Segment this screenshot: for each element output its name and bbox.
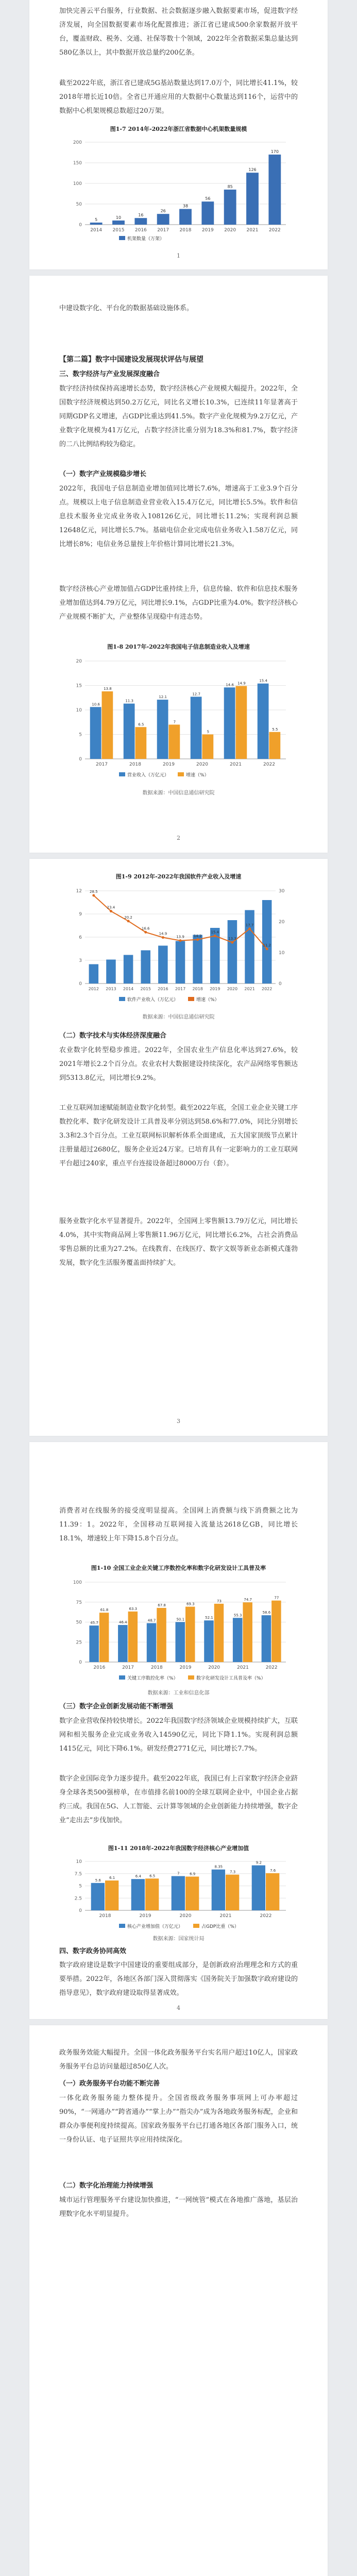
y-tick-label: 200 [73, 140, 82, 145]
paragraph: 数字经济核心产业增加值占GDP比重持续上升，信息传输、软件和信息技术服务业增加值达到4.79万亿元，同比增长9.1%，占GDP比重为4.0%。数字经济核心产业规模不断扩大，产业整体呈现稳中有进态势。 [59, 585, 298, 621]
data-label: 73 [217, 1599, 222, 1603]
x-tick-label: 2017 [96, 762, 108, 767]
paragraph: 一体化政务服务能力整体提升。全国省级政务服务事项网上可办率超过90%，“一网通办”“跨省通办”“掌上办”“指尖办”成为各地政务服务标配，企业和群众办事便利度持续提高。国家政务服务平台已打通各地区各部门服务入口，统一身份认证、电子证照共享应用持续深化。 [59, 2094, 298, 2144]
y-tick-label: 50 [76, 202, 82, 207]
subsection-heading: （一）政务服务平台功能不断完善 [59, 2080, 160, 2088]
bar [228, 920, 237, 984]
bar [99, 1613, 109, 1662]
bar [105, 1880, 118, 1910]
y-tick-label: 0 [79, 757, 82, 762]
bar [268, 155, 281, 225]
x-tick-label: 2018 [150, 1665, 163, 1670]
legend-swatch [119, 236, 125, 240]
x-tick-label: 2019 [139, 1913, 151, 1919]
y-tick-label: 9 [79, 912, 82, 917]
data-label: 67.8 [158, 1603, 166, 1607]
x-tick-label: 2018 [129, 762, 141, 767]
data-label: 5.5 [272, 727, 278, 732]
y-tick-label: 3 [79, 958, 82, 963]
chart-cnc-rate [62, 1575, 295, 1685]
legend-label: 机架数量（万架） [127, 236, 165, 242]
y-tick-label: 0 [79, 223, 82, 228]
section-heading: 【第二篇】数字中国建设发展现状评估与展望 [59, 355, 203, 364]
data-label: 170 [270, 149, 279, 154]
line-point [196, 938, 199, 941]
bar [204, 1620, 214, 1662]
data-label: 10 [115, 215, 122, 220]
paragraph: 服务业数字化水平显著提升。2022年，全国网上零售额13.79万亿元，同比增长4.0%，其中实物商品网上零售额11.96万亿元，同比增长6.2%，占社会消费品零售总额的比重为27.2%。在线教育、在线医疗、数字文娱等新业态新模式蓬勃发展，数字化生活服务覆盖面持续扩大。 [59, 1217, 298, 1267]
paragraph: 数字经济持续保持高速增长态势，数字经济核心产业规模大幅提升。2022年，全国数字经济规模达到50.2万亿元，同比名义增长10.3%，已连续11年显著高于同期GDP名义增速，占GDP比重达到41.5%。数字产业化规模为9.2万亿元，产业数字化规模为41万亿元，占数字经济比重分别为18.3%和81.7%，数字经济的二八比例结构较为稳定。 [59, 385, 298, 448]
y-tick-label: 20 [76, 659, 82, 664]
data-label: 6.5 [138, 722, 144, 727]
bar [233, 1618, 243, 1662]
page-number: 2 [177, 835, 180, 841]
data-label: 69.3 [186, 1602, 195, 1606]
data-label: 12.1 [159, 695, 167, 700]
bar [214, 1604, 224, 1662]
bar [157, 214, 169, 225]
x-tick-label: 2012 [88, 987, 99, 991]
legend-swatch [188, 1675, 194, 1680]
data-label: 63.3 [129, 1606, 138, 1611]
y-tick-label: 5 [79, 732, 82, 738]
paragraph: 数字政府建设是数字中国建设的重要组成部分，是创新政府治理理念和方式的重要举措。2022年，各地区各部门深入贯彻落实《国务院关于加强数字政府建设的指导意见》，数字政府建设取得显著成效。 [59, 1961, 298, 1997]
bar [193, 935, 202, 984]
line-point [179, 939, 182, 942]
data-label: 20.2 [124, 915, 132, 920]
x-tick-label: 2021 [219, 1913, 232, 1919]
x-tick-label: 2017 [157, 228, 169, 233]
bar [102, 691, 113, 759]
subsection-heading: （一）数字产业规模稳步增长 [59, 470, 147, 478]
legend-label: 营业收入（万亿元） [127, 773, 169, 778]
data-label: 13.9 [176, 935, 184, 939]
legend-label: 数字化研发设计工具普及率（%） [196, 1676, 266, 1681]
data-label: 126 [248, 167, 257, 173]
y-tick-label: 12 [76, 889, 82, 894]
data-label: 15.4 [259, 679, 267, 683]
page-number: 1 [177, 252, 180, 259]
page-number: 3 [177, 1418, 180, 1425]
x-tick-label: 2016 [93, 1665, 106, 1670]
bar [91, 1883, 105, 1910]
bar [269, 732, 281, 759]
legend-swatch [119, 772, 125, 776]
bar [236, 686, 247, 759]
data-label: 8.35 [214, 1865, 223, 1869]
paragraph: 城市运行管理服务平台建设加快推进，“一网统管”模式在各地推广落地，基层治理数字化水平明显提升。 [59, 2196, 298, 2218]
y2-tick-label: 0 [279, 981, 282, 987]
bar [89, 964, 99, 984]
chart-source: 数据来源：工业和信息化部 [147, 1690, 210, 1696]
data-label: 14.9 [237, 681, 246, 686]
x-tick-label: 2019 [179, 1665, 192, 1670]
data-label: 50.1 [176, 1617, 185, 1622]
bar [252, 1866, 265, 1910]
bar [226, 1875, 239, 1910]
bar [262, 900, 272, 984]
y-tick-label: 10 [76, 708, 82, 713]
y-tick-label: 0 [79, 1660, 82, 1665]
y2-tick-label: 10 [279, 951, 285, 956]
chart-source: 数据来源：国家统计局 [152, 1936, 205, 1942]
paragraph: 农业数字化转型稳步推进。2022年，全国农业生产信息化率达到27.6%，较2021年增长2.2个百分点。农业农村大数据建设持续深化，农产品网络零售额达到5313.8亿元，同比增长9.2%。 [59, 1046, 298, 1082]
data-label: 16.6 [141, 926, 150, 931]
data-label: 11.2 [263, 943, 271, 947]
x-tick-label: 2022 [265, 1665, 278, 1670]
x-tick-label: 2018 [99, 1913, 111, 1919]
y-tick-label: 25 [76, 1640, 82, 1646]
y-tick-label: 50 [76, 1620, 82, 1625]
data-label: 16 [138, 213, 144, 218]
legend-swatch [119, 1675, 125, 1680]
bar [89, 1625, 99, 1662]
data-label: 28.5 [90, 890, 98, 894]
bar [212, 1870, 225, 1910]
chart-title: 图1-7 2014年-2022年浙江省数据中心机架数量规模 [110, 126, 247, 132]
data-label: 74.7 [244, 1598, 252, 1602]
data-label: 56 [205, 196, 211, 201]
page-3 [29, 859, 328, 1436]
paragraph: 消费者对在线服务的接受度明显提高。全国网上消费额与线下消费额之比为11.39：1。2022年，全国移动互联网接入流量达2618亿GB，同比增长18.1%，增速较上年下降15.8个百分点。 [59, 1507, 298, 1543]
data-label: 11.3 [125, 699, 133, 703]
line-point [92, 894, 95, 897]
data-label: 26 [160, 209, 166, 214]
paragraph: 加快完善云平台服务，行业数据、社会数据逐步融入数据要素市场，促进数字经济发展，向全国数据要素市场化配置推进；浙江省已建成500余家数据开放平台，覆盖财政、税务、交通、社保等数十个领域，2022年全省数据采集总量达到580亿条以上，其中数据开放总量约200亿条。 [59, 7, 298, 57]
data-label: 61.8 [100, 1608, 109, 1613]
legend-label: 占GDP比重（%） [201, 1924, 239, 1929]
legend-swatch [193, 1924, 199, 1928]
page-number: 4 [177, 2005, 180, 2011]
paragraph: 数字企业国际竞争力逐步提升。截至2022年底，我国已有上百家数字经济企业跻身全球各类500强榜单，在市值排名前100的全球互联网企业中，中国企业占据约三成。我国在5G、人工智能、云计算等领域的企业创新能力持续增强，数字企业“走出去”步伐加快。 [59, 1775, 298, 1824]
chart-core-industry [62, 1854, 295, 1931]
chart-software-revenue [62, 884, 295, 1007]
data-label: 5 [207, 730, 210, 734]
x-tick-label: 2016 [158, 987, 168, 991]
chart-title: 图1-8 2017年-2022年我国电子信息制造业收入及增速 [107, 643, 250, 650]
y2-tick-label: 30 [279, 889, 285, 894]
bar [128, 1612, 138, 1662]
page-4 [29, 1442, 328, 2019]
x-tick-label: 2019 [201, 228, 214, 233]
bar [157, 1608, 166, 1662]
x-tick-label: 2022 [260, 1913, 272, 1919]
legend-swatch [119, 1924, 125, 1928]
x-tick-label: 2017 [175, 987, 186, 991]
legend-swatch [188, 997, 194, 1001]
chart-title: 图1-11 2018年-2022年我国数字经济核心产业增加值 [108, 1845, 249, 1852]
data-label: 45.7 [90, 1621, 98, 1625]
data-label: 13.8 [104, 686, 112, 691]
page-1 [29, 0, 328, 269]
bar [185, 1607, 195, 1662]
y-tick-label: 6 [79, 935, 82, 940]
data-label: 7.3 [230, 1870, 236, 1874]
bar [176, 1622, 185, 1662]
y-tick-label: 100 [73, 181, 82, 187]
bar [169, 725, 180, 759]
paragraph: 工业互联网加速赋能制造业数字化转型。截至2022年底，全国工业企业关键工序数控化率、数字化研发设计工具普及率分别达到58.6%和77.0%，同比分别增长3.3和2.3个百分点。工业互联网标识解析体系全面建成，五大国家顶级节点累计注册量超过2680亿，服务企业近24万家。已培育具有一定影响力的工业互联网平台超过240家，重点平台连接设备超过8000万台（套）。 [59, 1104, 298, 1167]
bar [90, 223, 103, 225]
data-label: 17.7 [245, 923, 254, 927]
data-label: 7 [173, 720, 176, 724]
line-point [248, 927, 251, 930]
data-label: 6.1 [109, 1876, 115, 1880]
paragraph: 截至2022年底，浙江省已建成5G基站数量达到17.0万个，同比增长41.1%，较2018年增长近10倍。全省已开通应用的大数据中心数量达到116个，运营中的数据中心机架规模总数超过20万架。 [59, 79, 298, 115]
bar [145, 1878, 159, 1910]
bar [262, 1615, 271, 1662]
paragraph: 2022年，我国电子信息制造业增加值同比增长7.6%，增速高于工业3.9个百分点。规模以上电子信息制造业营业收入15.4万亿元，同比增长5.5%。软件和信息技术服务业完成业务收入108126亿元，同比增长11.2%；实现利润总额12648亿元，同比增长5.7%。基础电信企业完成电信业务收入1.58万亿元，同比增长8%；电信业务总量按上年价格计算同比增长21.3%。 [59, 485, 298, 548]
bar [185, 1876, 199, 1910]
y-tick-label: 0 [79, 1908, 82, 1913]
bar [135, 727, 147, 759]
x-tick-label: 2014 [123, 987, 134, 991]
data-label: 5.6 [95, 1878, 101, 1883]
legend-swatch [119, 997, 125, 1001]
legend-label: 增速（%） [186, 773, 209, 778]
chart-electronics-revenue [62, 654, 295, 783]
bar [271, 1601, 281, 1662]
bar [246, 173, 259, 225]
x-tick-label: 2020 [224, 228, 236, 233]
data-label: 6.4 [135, 1874, 141, 1879]
x-tick-label: 2022 [263, 762, 275, 767]
x-tick-label: 2018 [192, 987, 203, 991]
bar [191, 697, 202, 759]
chart-title: 图1-9 2012年-2022年我国软件产业收入及增速 [115, 873, 242, 880]
paragraph: 中建设数字化、平台化的数据基础设施体系。 [59, 304, 194, 312]
bar [258, 684, 269, 759]
bar [224, 190, 236, 225]
x-tick-label: 2020 [196, 762, 208, 767]
bar [179, 209, 192, 225]
bar [147, 1623, 157, 1662]
chart-title: 图1-10 全国工业企业关键工序数控化率和数字化研发设计工具普及率 [91, 1565, 266, 1571]
bar [176, 941, 185, 984]
data-label: 85 [227, 184, 233, 189]
x-tick-label: 2019 [210, 987, 220, 991]
line-point [214, 935, 216, 937]
line-point [162, 936, 164, 939]
bar [266, 1873, 279, 1910]
bar [90, 707, 101, 759]
x-tick-label: 2020 [179, 1913, 192, 1919]
subsection-heading: （三）数字企业创新发展动能不断增强 [59, 1703, 174, 1710]
bar [201, 201, 214, 225]
data-label: 48.7 [147, 1618, 156, 1623]
x-tick-label: 2014 [90, 228, 103, 233]
x-tick-label: 2020 [227, 987, 238, 991]
y-tick-label: 7.5 [74, 1871, 82, 1877]
paragraph: 数字企业营收保持较快增长。2022年我国数字经济领域企业规模持续扩大，互联网和相关服务企业完成业务收入14590亿元，同比下降1.1%。实现利润总额1415亿元，同比下降6.1%。研发经费2771亿元，同比增长7.7%。 [59, 1717, 298, 1753]
bar [141, 951, 150, 984]
y-tick-label: 100 [73, 1580, 82, 1585]
x-tick-label: 2019 [163, 762, 175, 767]
legend-label: 软件产业收入（万亿元） [127, 997, 179, 1003]
data-label: 23.4 [107, 905, 115, 910]
y-tick-label: 5 [79, 1884, 82, 1889]
data-label: 14.9 [159, 931, 167, 936]
y-tick-label: 2.5 [74, 1896, 82, 1902]
bar [124, 704, 135, 759]
y-tick-label: 15 [76, 683, 82, 689]
line-point [231, 941, 233, 944]
y2-tick-label: 20 [279, 920, 285, 925]
x-tick-label: 2015 [140, 987, 151, 991]
x-tick-label: 2013 [106, 987, 116, 991]
x-tick-label: 2020 [208, 1665, 220, 1670]
data-label: 15.4 [211, 930, 219, 935]
subsection-heading: （二）数字化治理能力持续增强 [59, 2182, 154, 2190]
subsection-heading: 四、数字政务协同高效 [59, 1947, 127, 1955]
chart-source: 数据来源：中国信息通信研究院 [142, 1014, 215, 1020]
bar [243, 1602, 252, 1662]
bar [157, 700, 168, 759]
x-tick-label: 2021 [246, 228, 259, 233]
bar [158, 946, 168, 984]
data-label: 9.2 [256, 1860, 262, 1865]
data-label: 13.3 [228, 937, 236, 941]
line-point [266, 947, 268, 950]
data-label: 6.5 [149, 1874, 156, 1878]
subsection-heading: （二）数字技术与实体经济深度融合 [59, 1032, 167, 1040]
x-tick-label: 2021 [244, 987, 255, 991]
legend-label: 关键工序数控化率（%） [127, 1676, 178, 1681]
x-tick-label: 2015 [112, 228, 125, 233]
page-2 [29, 276, 328, 853]
legend-label: 核心产业增加值（万亿元） [127, 1924, 183, 1929]
y-tick-label: 75 [76, 1600, 82, 1605]
bar [106, 960, 116, 984]
data-label: 52.1 [205, 1616, 213, 1620]
bar [124, 955, 133, 984]
data-label: 77 [274, 1596, 279, 1600]
legend-swatch [178, 772, 184, 776]
chart-data-center-racks [62, 135, 295, 243]
data-label: 7 [177, 1871, 180, 1876]
x-tick-label: 2022 [268, 228, 281, 233]
line-point [127, 920, 130, 922]
y-tick-label: 150 [73, 161, 82, 166]
data-label: 6.9 [190, 1872, 196, 1876]
data-label: 12.7 [192, 692, 200, 697]
data-label: 7.6 [270, 1868, 276, 1873]
subsection-heading: 三、数字经济与产业发展深度融合 [59, 370, 160, 378]
data-label: 14.6 [226, 683, 234, 687]
y-tick-label: 10 [76, 1859, 82, 1865]
bar [134, 218, 147, 225]
data-label: 10.6 [92, 702, 100, 707]
line-point [110, 910, 112, 912]
bar [224, 687, 235, 759]
x-tick-label: 2021 [236, 1665, 249, 1670]
x-tick-label: 2016 [134, 228, 147, 233]
x-tick-label: 2018 [179, 228, 192, 233]
data-label: 14.2 [193, 934, 202, 938]
data-label: 5 [95, 217, 98, 222]
bar [112, 221, 125, 225]
paragraph: 政务服务效能大幅提升。全国一体化政务服务平台实名用户超过10亿人，国家政务服务平台总访问量超过850亿人次。 [59, 2049, 298, 2071]
y-tick-label: 0 [79, 981, 82, 987]
data-label: 46.4 [119, 1620, 127, 1625]
bar [245, 910, 254, 984]
data-label: 38 [182, 204, 189, 209]
bar [202, 735, 214, 759]
line-point [144, 931, 147, 934]
bar [172, 1876, 185, 1911]
bar [118, 1625, 128, 1662]
bar [131, 1879, 145, 1910]
data-label: 55.3 [233, 1613, 242, 1618]
x-tick-label: 2022 [262, 987, 273, 991]
x-tick-label: 2017 [122, 1665, 134, 1670]
x-tick-label: 2021 [230, 762, 242, 767]
chart-source: 数据来源：中国信息通信研究院 [142, 790, 215, 796]
page-5 [29, 2025, 328, 2576]
data-label: 58.6 [262, 1611, 271, 1615]
legend-label: 增速（%） [196, 997, 219, 1003]
